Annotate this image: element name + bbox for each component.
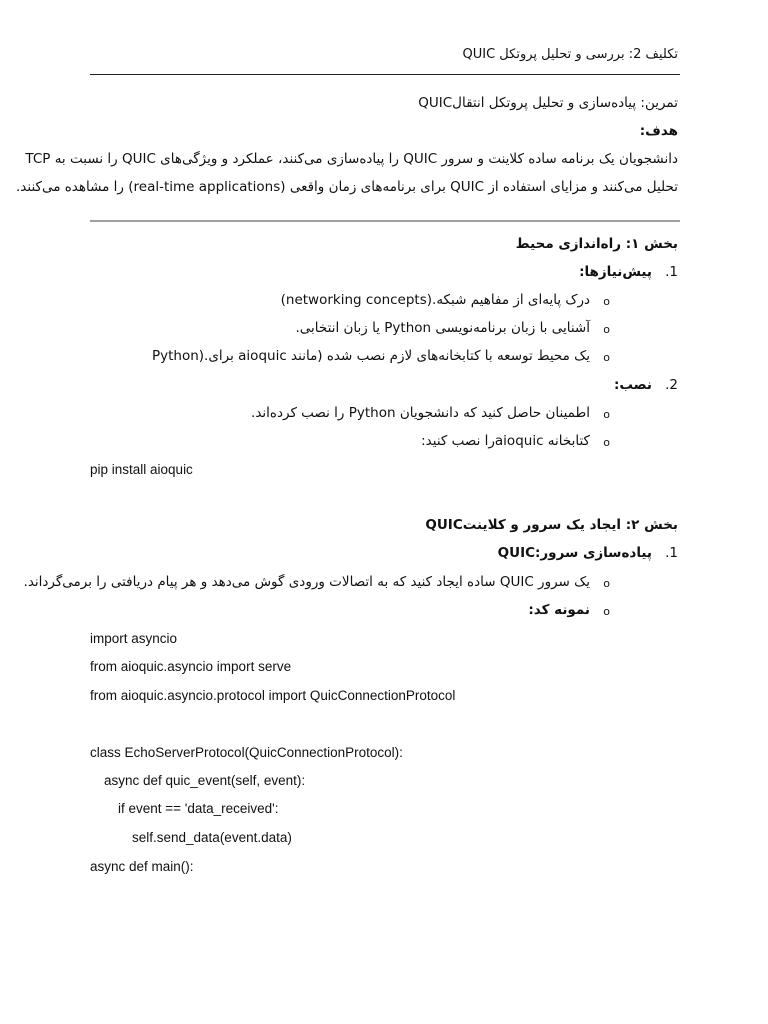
section1-item1-number: .1 — [665, 264, 678, 280]
sample-code-label: نمونه کد: — [528, 602, 590, 618]
code-line: class EchoServerProtocol(QuicConnectionProtocol): — [90, 745, 403, 760]
code-line: import asyncio — [90, 631, 178, 646]
code-line: async def quic_event(self, event): — [104, 773, 306, 788]
header-divider — [90, 74, 680, 75]
section2-item1-number: .1 — [665, 545, 678, 561]
section1-item1-label: پیش‌نیازها: — [579, 264, 652, 280]
server-bullet-1: یک سرور QUIC ساده ایجاد کنید که به اتصالات ورودی گوش می‌دهد و هر پیام دریافتی را برمی‌گرداند. — [23, 574, 590, 590]
section1-title: بخش ۱: راه‌اندازی محیط — [515, 236, 678, 252]
section-divider — [90, 220, 680, 222]
bullet-icon: o — [603, 436, 610, 449]
code-line: self.send_data(event.data) — [132, 830, 292, 845]
goal-label: هدف: — [639, 123, 678, 139]
header-title: تکلیف 2: بررسی و تحلیل پروتکل QUIC — [462, 47, 678, 62]
code-line: if event == 'data_received': — [118, 801, 279, 816]
bullet-icon: o — [603, 408, 610, 421]
section2-title: بخش ۲: ایجاد یک سرور و کلاینتQUIC — [425, 517, 678, 533]
goal-text-line2: تحلیل می‌کنند و مزایای استفاده از QUIC برای برنامه‌های زمان واقعی (real-time applications) را مشاهده می‌کنند. — [16, 179, 678, 195]
install-bullet-1: اطمینان حاصل کنید که دانشجویان Python را نصب کرده‌اند. — [251, 405, 590, 421]
install-command: pip install aioquic — [90, 462, 193, 477]
exercise-title: تمرین: پیاده‌سازی و تحلیل پروتکل انتقالQUIC — [418, 95, 678, 111]
prereq-bullet-1: درک پایه‌ای از مفاهیم شبکه.(networking concepts) — [280, 292, 590, 308]
section1-item2-label: نصب: — [613, 377, 652, 393]
bullet-icon: o — [603, 351, 610, 364]
goal-text-line1: دانشجویان یک برنامه ساده کلاینت و سرور QUIC را پیاده‌سازی می‌کنند، عملکرد و ویژگی‌های QUIC را نسبت به TCP — [25, 151, 678, 167]
code-line: from aioquic.asyncio import serve — [90, 659, 292, 674]
section1-item2-number: .2 — [665, 377, 678, 393]
bullet-icon: o — [603, 605, 610, 618]
prereq-bullet-3: یک محیط توسعه با کتابخانه‌های لازم نصب شده (مانند aioquic برای.(Python — [151, 348, 590, 364]
install-bullet-2: کتابخانه aioquicرا نصب کنید: — [421, 433, 590, 449]
code-line: from aioquic.asyncio.protocol import QuicConnectionProtocol — [90, 688, 456, 703]
section2-item1-label: پیاده‌سازی سرور:QUIC — [497, 545, 652, 561]
bullet-icon: o — [603, 295, 610, 308]
bullet-icon: o — [603, 577, 610, 590]
bullet-icon: o — [603, 323, 610, 336]
code-line: async def main(): — [90, 859, 194, 874]
prereq-bullet-2: آشنایی با زبان برنامه‌نویسی Python یا زبان انتخابی. — [295, 320, 590, 336]
